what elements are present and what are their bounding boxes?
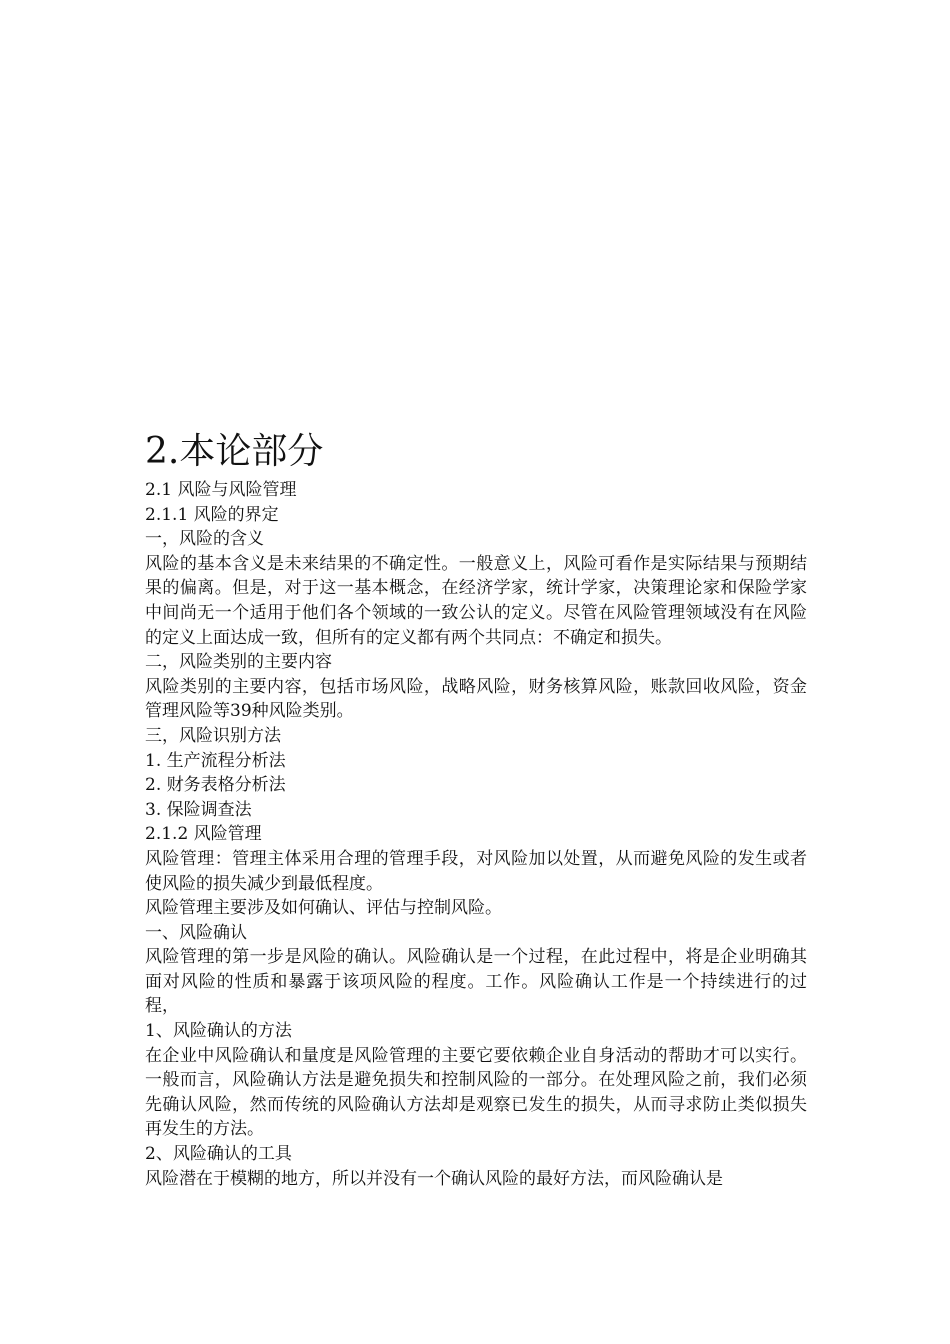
paragraph: 风险的基本含义是未来结果的不确定性。一般意义上，风险可看作是实际结果与预期结果的偏离。但是，对于这一基本概念，在经济学家，统计学家，决策理论家和保险学家中间尚无一个适用于他们各个领域的一致公认的定义。尽管在风险管理领域没有在风险的定义上面达成一致，但所有的定义都有两个共同点：不确定和损失。 [145, 553, 807, 648]
document-page [145, 428, 807, 1191]
list-item: 2. 财务表格分析法 [145, 775, 286, 796]
paragraph: 在企业中风险确认和量度是风险管理的主要它要依赖企业自身活动的帮助才可以实行。一般而言，风险确认方法是避免损失和控制风险的一部分。在处理风险之前，我们必须先确认风险，然而传统的风险确认方法却是观察已发生的损失，从而寻求防止类似损失再发生的方法。 [145, 1045, 807, 1140]
subsection-heading: 2.1.2 风险管理 [145, 824, 262, 845]
list-item: 1. 生产流程分析法 [145, 750, 286, 771]
paragraph-line: 风险潜在于模糊的地方，所以并没有一个确认风险的最好方法，而风险确认是 [145, 1168, 723, 1189]
item-heading: 一、风险确认 [145, 922, 247, 943]
item-heading: 三，风险识别方法 [145, 725, 281, 746]
paragraph: 风险类别的主要内容，包括市场风险，战略风险，财务核算风险，账款回收风险，资金管理风险等39种风险类别。 [145, 676, 807, 722]
item-heading: 2、风险确认的工具 [145, 1144, 292, 1165]
chapter-title: 2.本论部分 [145, 431, 324, 472]
paragraph: 风险管理的第一步是风险的确认。风险确认是一个过程，在此过程中，将是企业明确其面对风险的性质和暴露于该项风险的程度。工作。风险确认工作是一个持续进行的过程， [145, 947, 807, 1017]
subsection-heading: 2.1.1 风险的界定 [145, 504, 279, 525]
item-heading: 1、风险确认的方法 [145, 1021, 292, 1042]
list-item: 3. 保险调查法 [145, 799, 252, 820]
paragraph-line: 风险管理主要涉及如何确认、评估与控制风险。 [145, 898, 502, 919]
section-heading: 2.1 风险与风险管理 [145, 480, 297, 500]
item-heading: 一，风险的含义 [145, 529, 264, 550]
paragraph: 风险管理：管理主体采用合理的管理手段，对风险加以处置，从而避免风险的发生或者使风险的损失减少到最低程度。 [145, 848, 807, 894]
item-heading: 二，风险类别的主要内容 [145, 652, 332, 673]
